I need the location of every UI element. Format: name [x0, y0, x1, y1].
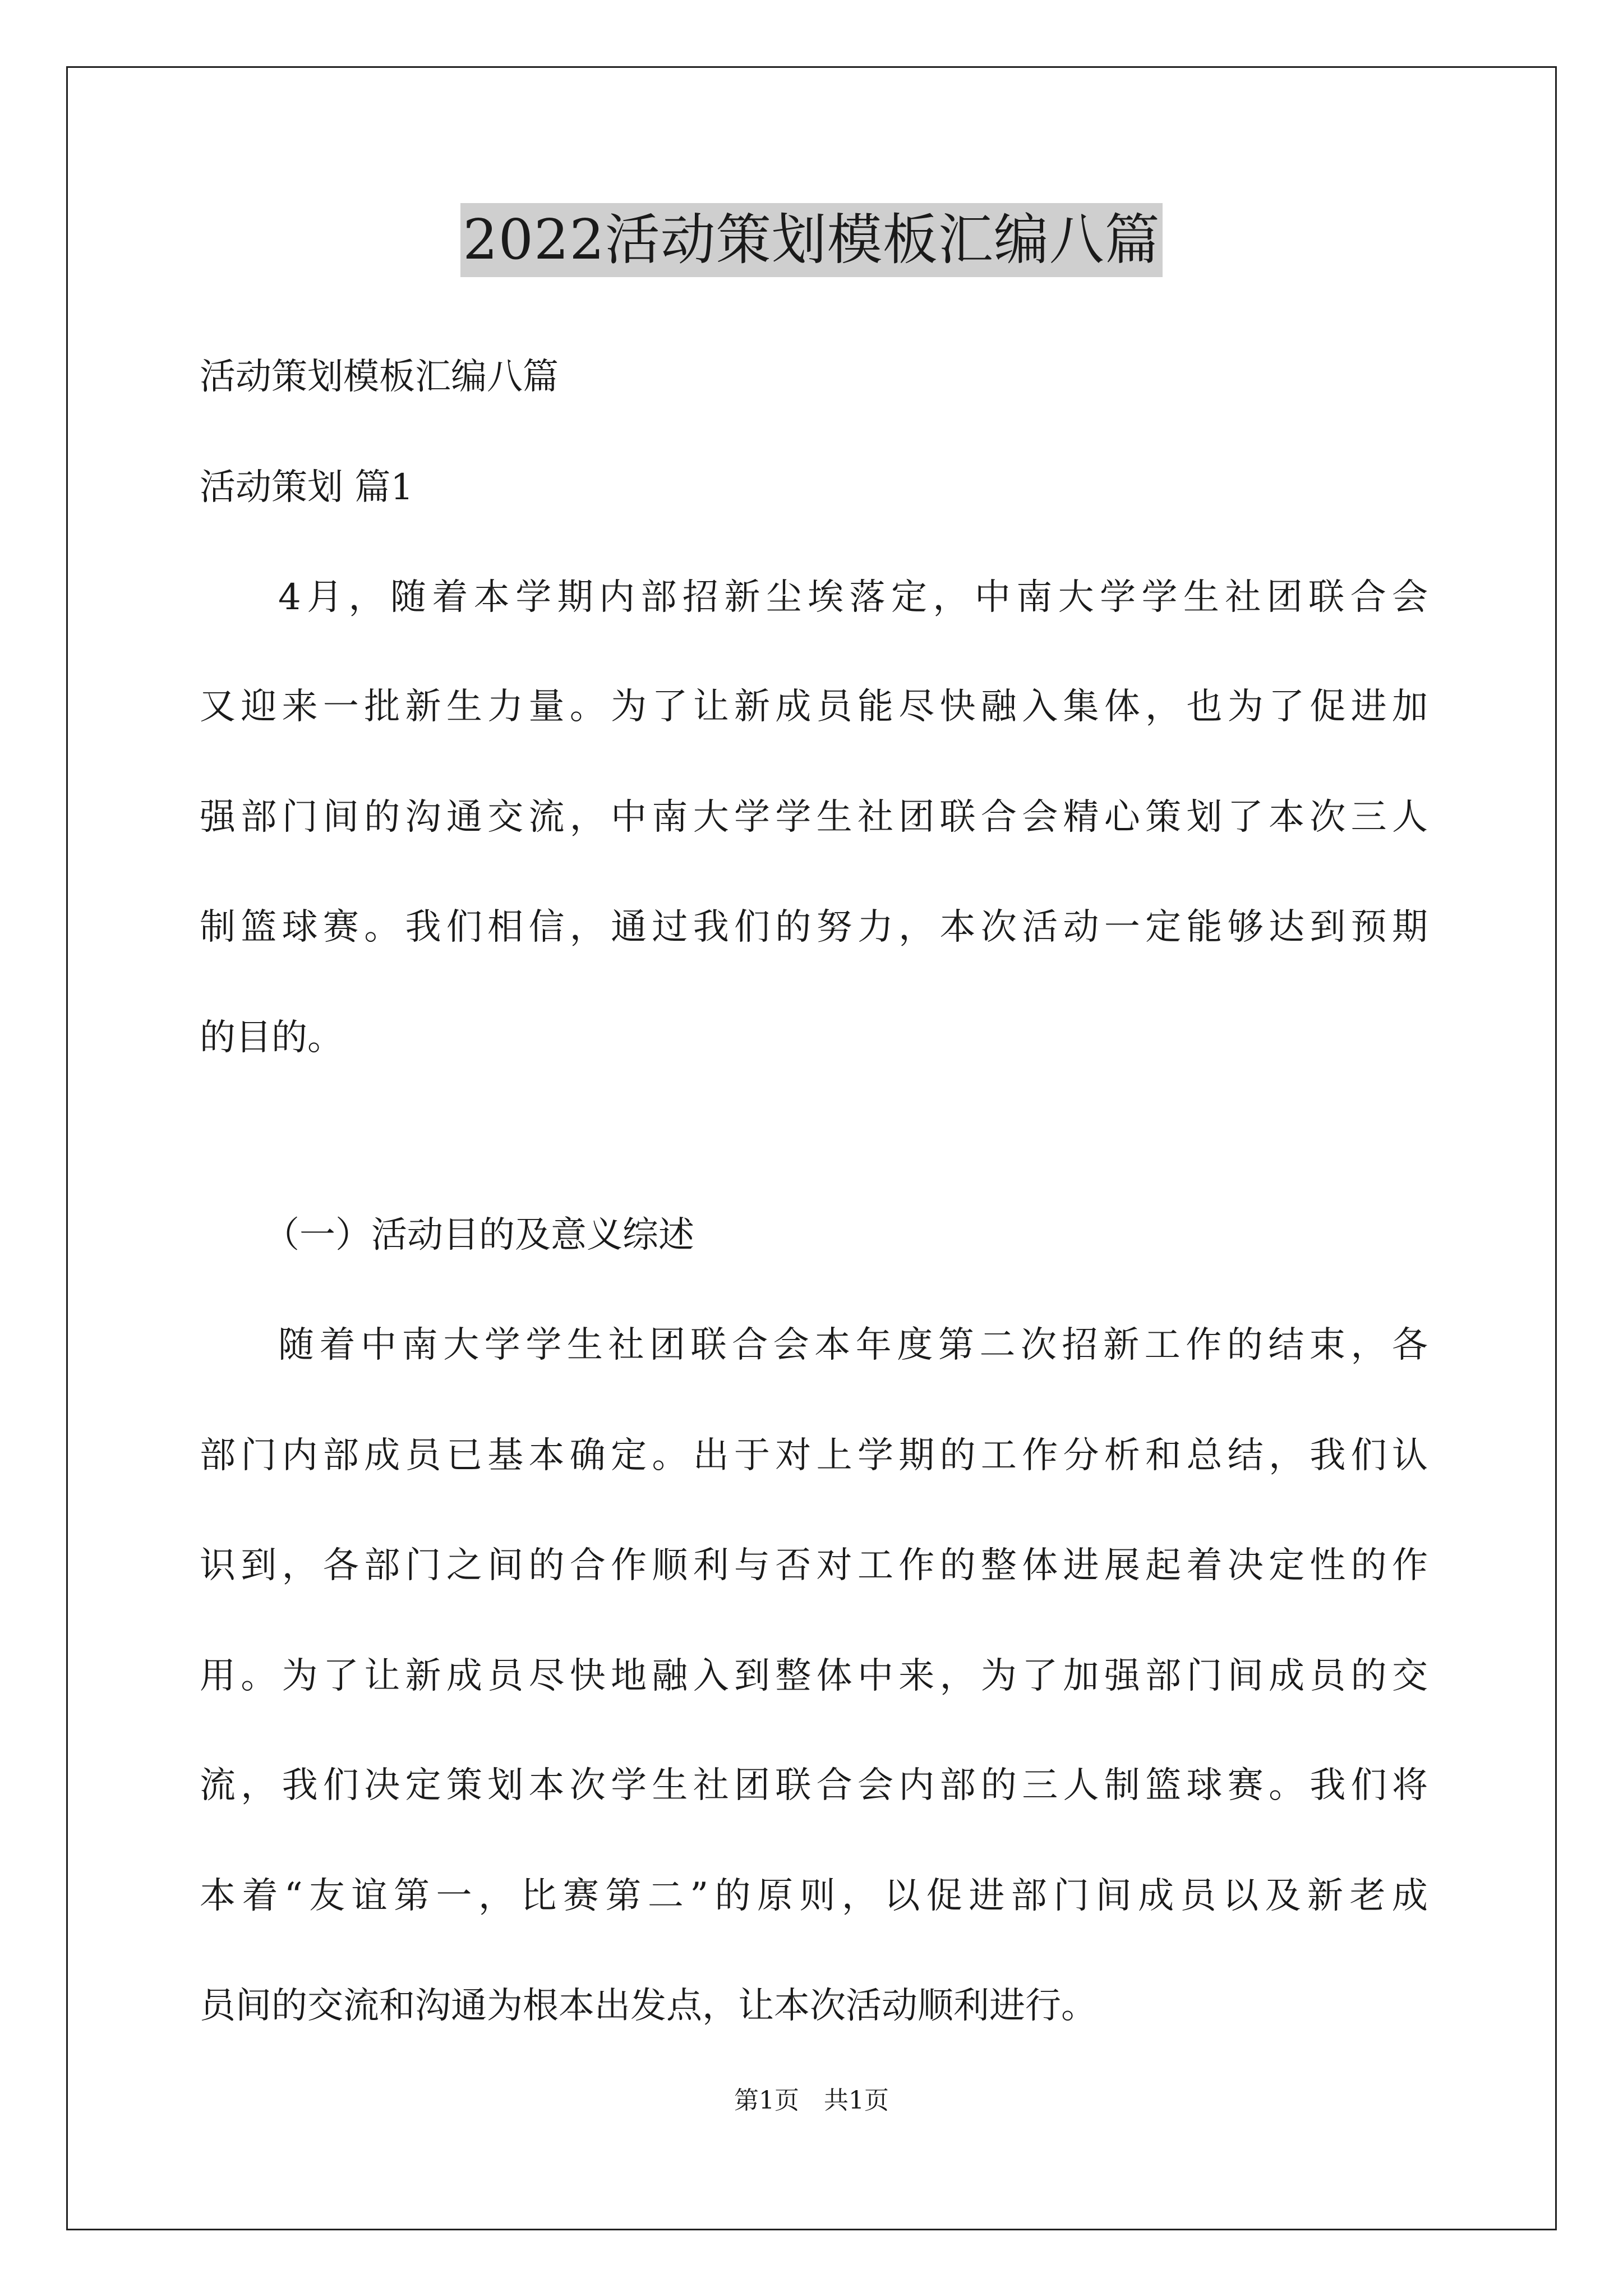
paragraph-1-line: 4月，随着本学期内部招新尘埃落定，中南大学学生社团联合会	[278, 577, 1428, 618]
paragraph-1-line: 强部门间的沟通交流，中南大学学生社团联合会精心策划了本次三人	[200, 797, 1428, 838]
paragraph-1-line: 又迎来一批新生力量。为了让新成员能尽快融入集体，也为了促进加	[200, 686, 1428, 728]
paragraph-2-line: 本着“友谊第一，比赛第二”的原则，以促进部门间成员以及新老成	[200, 1875, 1428, 1917]
page-footer: 第1页 共1页	[734, 2086, 889, 2115]
paragraph-2-line: 用。为了让新成员尽快地融入到整体中来，为了加强部门间成员的交	[200, 1655, 1428, 1697]
paragraph-2-line: 部门内部成员已基本确定。出于对上学期的工作分析和总结，我们认	[200, 1435, 1428, 1476]
document-subtitle: 活动策划模板汇编八篇	[200, 356, 559, 398]
document-title: 2022活动策划模板汇编八篇	[460, 203, 1162, 277]
paragraph-1-line: 制篮球赛。我们相信，通过我们的努力，本次活动一定能够达到预期	[200, 907, 1428, 948]
title-container	[0, 203, 1623, 277]
subheading: （一）活动目的及意义综述	[264, 1214, 694, 1256]
paragraph-2-line: 员间的交流和沟通为根本出发点，让本次活动顺利进行。	[200, 1985, 1097, 2027]
paragraph-1-line: 的目的。	[200, 1017, 343, 1059]
paragraph-2-line: 识到，各部门之间的合作顺利与否对工作的整体进展起着决定性的作	[200, 1545, 1428, 1586]
paragraph-2-line: 随着中南大学学生社团联合会本年度第二次招新工作的结束，各	[278, 1324, 1428, 1366]
paragraph-2-line: 流，我们决定策划本次学生社团联合会内部的三人制篮球赛。我们将	[200, 1765, 1428, 1806]
section-heading: 活动策划 篇1	[200, 467, 414, 508]
